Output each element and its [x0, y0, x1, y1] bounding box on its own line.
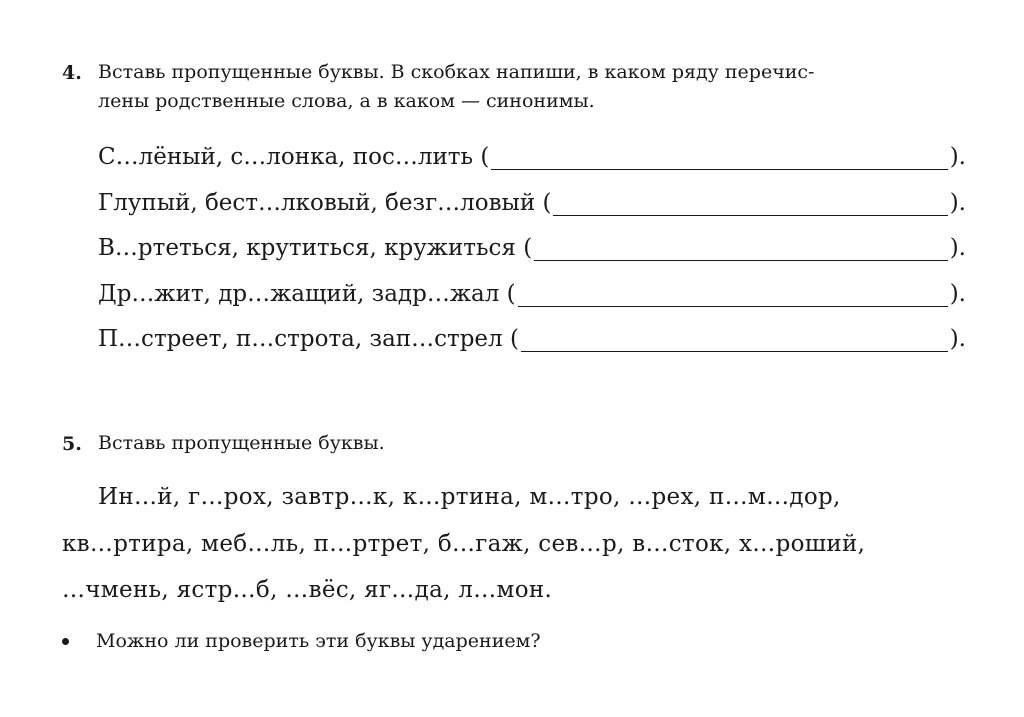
answer-blank-line — [491, 169, 947, 170]
task-5-word-line-3: …чмень, ястр…б, …вёс, яг…да, л…мон. — [62, 577, 553, 603]
row-words: В…ртеться, крутиться, кружиться ( — [98, 235, 533, 261]
task-5-number: 5. — [62, 433, 82, 455]
row-close: ). — [949, 190, 966, 216]
bullet-dot-icon — [62, 638, 69, 645]
row-close: ). — [949, 144, 966, 170]
task-4-instruction-line-1: Вставь пропущенные буквы. В скобках напиши, в каком ряду перечис- — [98, 61, 815, 83]
row-words: П…стреет, п…строта, зап…стрел ( — [98, 326, 519, 352]
bullet-question-text: Можно ли проверить эти буквы ударением? — [96, 630, 541, 652]
answer-blank-line — [553, 215, 947, 216]
task-4-row — [98, 281, 966, 317]
row-words: Др…жит, др…жащий, задр…жал ( — [98, 281, 516, 307]
task-4-row — [98, 190, 966, 226]
task-4-row — [98, 235, 966, 271]
task-4-row — [98, 326, 966, 362]
row-words: С…лёный, с…лонка, пос…лить ( — [98, 144, 490, 170]
task-5-word-line-1: Ин…й, г…рох, завтр…к, к…ртина, м…тро, …рех, п…м…дор, — [98, 484, 841, 510]
task-4-number: 4. — [62, 62, 82, 84]
task-5-word-line-2: кв…ртира, меб…ль, п…ртрет, б…гаж, сев…р, в…сток, х…роший, — [62, 531, 866, 557]
bullet-question — [62, 630, 541, 652]
task-4-instruction-line-2: лены родственные слова, а в каком — синонимы. — [98, 90, 595, 112]
row-close: ). — [949, 326, 966, 352]
row-words: Глупый, бест…лковый, безг…ловый ( — [98, 190, 552, 216]
answer-blank-line — [521, 351, 948, 352]
row-close: ). — [949, 235, 966, 261]
answer-blank-line — [534, 260, 947, 261]
answer-blank-line — [518, 306, 948, 307]
task-4-row — [98, 144, 966, 180]
task-5-instruction: Вставь пропущенные буквы. — [98, 432, 385, 454]
row-close: ). — [949, 281, 966, 307]
